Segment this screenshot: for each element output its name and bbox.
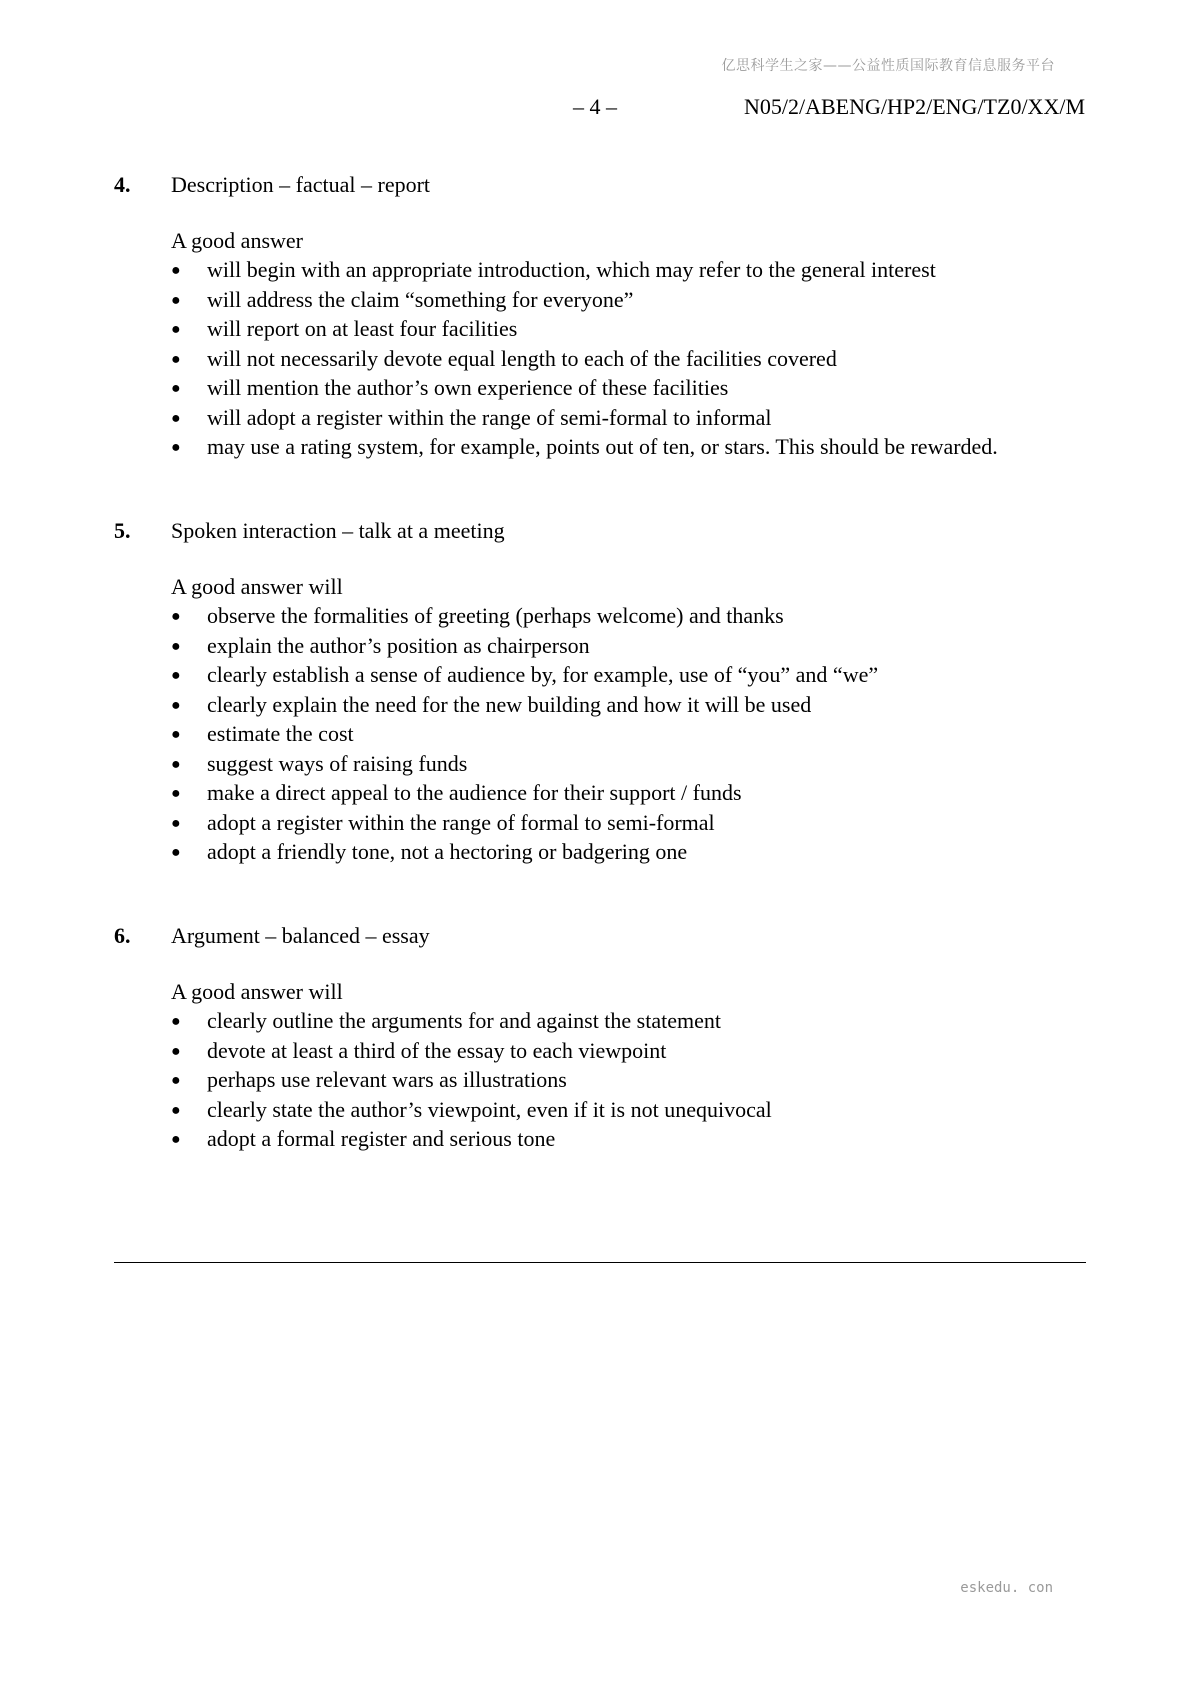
list-item bbox=[171, 808, 878, 838]
bullet-icon: ● bbox=[171, 755, 181, 773]
list-item bbox=[171, 690, 878, 720]
bullet-text: will adopt a register within the range of semi-formal to informal bbox=[207, 404, 772, 430]
list-item bbox=[171, 837, 878, 867]
list-item bbox=[171, 660, 878, 690]
bullet-text: adopt a formal register and serious tone bbox=[207, 1126, 556, 1151]
bullet-text: adopt a friendly tone, not a hectoring or badgering one bbox=[207, 839, 688, 864]
list-item bbox=[171, 631, 878, 661]
question-number: 6. bbox=[114, 923, 131, 948]
bullet-icon: ● bbox=[171, 667, 181, 684]
bullet-text: estimate the cost bbox=[207, 721, 354, 746]
list-item bbox=[171, 778, 878, 808]
list-item bbox=[171, 601, 878, 631]
bullet-text: make a direct appeal to the audience for their support / funds bbox=[207, 780, 742, 805]
list-item bbox=[171, 719, 878, 749]
bullet-text: will address the claim “something for everyone” bbox=[207, 286, 634, 312]
question-title: Argument – balanced – essay bbox=[171, 923, 430, 948]
page-number: – 4 – bbox=[573, 94, 617, 119]
list-item bbox=[171, 1065, 772, 1095]
list-item bbox=[171, 403, 998, 433]
bullet-icon: ● bbox=[171, 1013, 181, 1030]
question-intro: A good answer will bbox=[171, 574, 343, 599]
list-item bbox=[171, 749, 878, 779]
bullet-text: clearly explain the need for the new building and how it will be used bbox=[207, 691, 812, 717]
bullet-icon: ● bbox=[171, 409, 181, 427]
bullet-icon: ● bbox=[171, 1131, 181, 1148]
bullet-text: explain the author’s position as chairperson bbox=[207, 632, 590, 658]
bullet-icon: ● bbox=[171, 844, 181, 861]
bullet-icon: ● bbox=[171, 321, 181, 338]
bullet-icon: ● bbox=[171, 380, 181, 397]
list-item bbox=[171, 1036, 772, 1066]
bullet-icon: ● bbox=[171, 291, 181, 309]
list-item bbox=[171, 1124, 772, 1154]
bullet-list bbox=[171, 1006, 772, 1154]
question-number: 4. bbox=[114, 172, 131, 197]
bullet-icon: ● bbox=[171, 726, 181, 743]
bullet-icon: ● bbox=[171, 350, 181, 368]
list-item bbox=[171, 1006, 772, 1036]
bullet-list bbox=[171, 601, 878, 867]
watermark-header: 亿思科学生之家——公益性质国际教育信息服务平台 bbox=[721, 58, 1055, 74]
bullet-text: may use a rating system, for example, points out of ten, or stars. This should be rewarded. bbox=[207, 434, 998, 459]
list-item bbox=[171, 432, 998, 462]
bullet-text: suggest ways of raising funds bbox=[207, 750, 468, 776]
bullet-icon: ● bbox=[171, 1072, 181, 1089]
bullet-text: observe the formalities of greeting (perhaps welcome) and thanks bbox=[207, 603, 784, 628]
bullet-text: clearly outline the arguments for and against the statement bbox=[207, 1008, 721, 1033]
bullet-icon: ● bbox=[171, 785, 181, 802]
list-item bbox=[171, 285, 998, 315]
question-number: 5. bbox=[114, 518, 131, 543]
bullet-icon: ● bbox=[171, 1101, 181, 1119]
list-item bbox=[171, 314, 998, 344]
bullet-text: clearly establish a sense of audience by, for example, use of “you” and “we” bbox=[207, 662, 879, 687]
bullet-text: will begin with an appropriate introduction, which may refer to the general interest bbox=[207, 257, 936, 282]
question-title: Spoken interaction – talk at a meeting bbox=[171, 518, 505, 543]
bullet-text: will report on at least four facilities bbox=[207, 316, 518, 341]
bullet-text: devote at least a third of the essay to each viewpoint bbox=[207, 1037, 667, 1063]
bullet-text: adopt a register within the range of formal to semi-formal bbox=[207, 809, 715, 835]
divider-line bbox=[114, 1262, 1086, 1263]
bullet-list bbox=[171, 255, 998, 462]
bullet-icon: ● bbox=[171, 262, 181, 279]
list-item bbox=[171, 255, 998, 285]
bullet-icon: ● bbox=[171, 1042, 181, 1060]
question-intro: A good answer bbox=[171, 228, 303, 253]
bullet-icon: ● bbox=[171, 814, 181, 832]
bullet-icon: ● bbox=[171, 696, 181, 714]
bullet-text: will mention the author’s own experience of these facilities bbox=[207, 375, 729, 400]
watermark-footer: eskedu. con bbox=[960, 1580, 1053, 1596]
list-item bbox=[171, 373, 998, 403]
bullet-text: will not necessarily devote equal length to each of the facilities covered bbox=[207, 345, 837, 371]
bullet-icon: ● bbox=[171, 439, 181, 456]
list-item bbox=[171, 1095, 772, 1125]
list-item bbox=[171, 344, 998, 374]
bullet-text: clearly state the author’s viewpoint, even if it is not unequivocal bbox=[207, 1096, 772, 1122]
question-title: Description – factual – report bbox=[171, 172, 431, 197]
document-code: N05/2/ABENG/HP2/ENG/TZ0/XX/M bbox=[744, 94, 1085, 119]
bullet-text: perhaps use relevant wars as illustrations bbox=[207, 1067, 567, 1092]
question-intro: A good answer will bbox=[171, 979, 343, 1004]
bullet-icon: ● bbox=[171, 637, 181, 655]
bullet-icon: ● bbox=[171, 608, 181, 625]
